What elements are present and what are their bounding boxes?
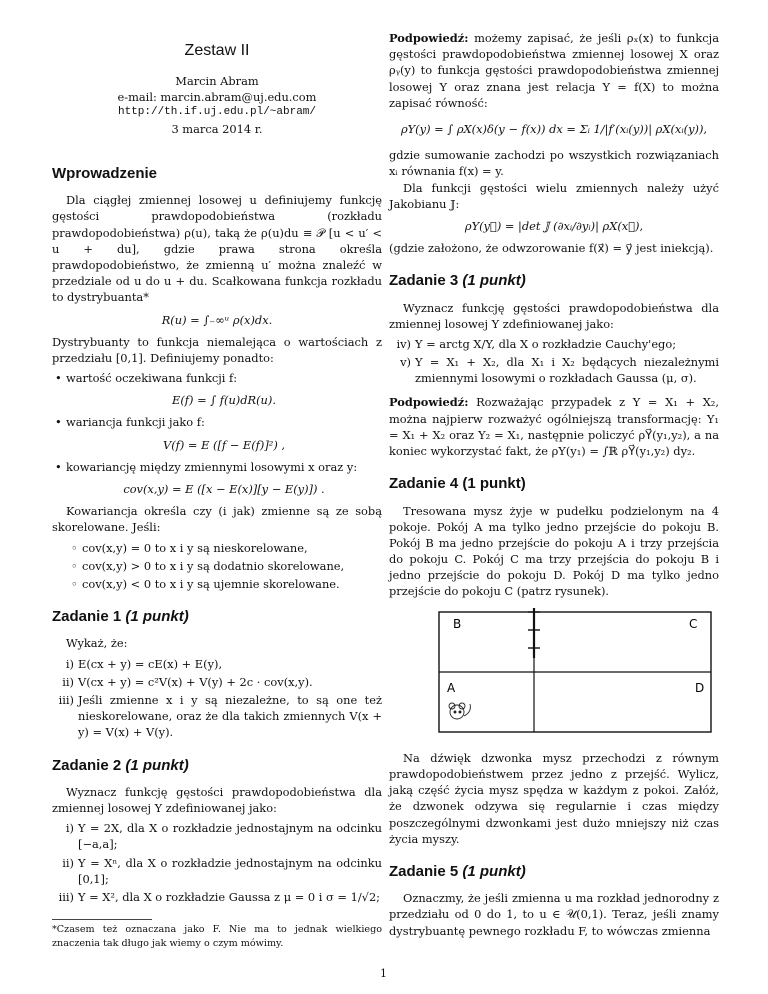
z3-lead: Wyznacz funkcję gęstości prawdopodobieństwa dla zmiennej losowej Y zdefiniowanej jako:: [389, 300, 719, 331]
list-item: • kowariancję między zmiennymi losowymi x oraz y: cov(x,y) = E ([x − E(x)][y − E(y)]) .: [66, 459, 382, 497]
z2-list: [52, 820, 382, 905]
z3-hint: Podpowiedź: Rozważając przypadek z Y = X₁ + X₂, można najpierw rozważyć ogólniejszą transformację: Y₁ = X₁ + X₂ oraz Y₂ = X₁, następnie policzyć ρY⃗(y₁,y₂), a na koniec wykorzystać fakt, że ρY(y₁) = ∫ℝ ρY⃗(y₁,y₂) dy₂.: [389, 395, 719, 459]
doc-date: 3 marca 2014 r.: [171, 121, 263, 136]
correlation-list: [52, 540, 382, 593]
page-number: 1: [380, 967, 387, 980]
z3-list: [389, 336, 719, 387]
z1-list: [52, 656, 382, 741]
section-z5-heading: Zadanie 5 (1 punkt): [389, 862, 526, 880]
list-item: • wartość oczekiwana funkcji f: E(f) = ∫ f(u)dR(u).: [66, 370, 382, 408]
hint1-paragraph-4: (gdzie założono, że odwzorowanie f(x⃗) = y⃗ jest iniekcją).: [389, 241, 714, 256]
hint1-paragraph-1: Podpowiedź: możemy zapisać, że jeśli ρₓ(x) to funkcja gęstości prawdopodobieństwa zmiennej losowej X oraz ρᵧ(y) to funkcja gęstości prawdopodobieństwa zmiennej losowej Y oraz znana jest relacja Y = f(X) to można zapisać równość:: [389, 31, 719, 110]
hint1-paragraph-3: Dla funkcji gęstości wielu zmiennych należy użyć Jakobianu 𝕁:: [389, 180, 719, 211]
list-item: iii) Y = X², dla X o rozkładzie Gaussa z μ = 0 i σ = 1/√2;: [58, 889, 381, 904]
section-z4-heading: Zadanie 4 (1 punkt): [389, 475, 526, 493]
equation-variance: V(f) = E ([f − E(f)]²) ,: [162, 437, 286, 452]
intro-paragraph-1: Dla ciągłej zmiennej losowej u definiujemy funkcję gęstości prawdopodobieństwa (rozkładu prawdopodobieństwa) ρ(u), taką że ρ(u)du ≡ 𝒫 [u < u′ < u + du], gdzie prawa strona określa prawdopodobieństwo, że zmienną u′ można znaleźć w przedziale od u do u + du. Scałkowana funkcja rozkładu to dystrybuanta*: [52, 193, 382, 305]
list-item: ii) V(cx + y) = c²V(x) + V(y) + 2c · cov(x,y).: [62, 674, 313, 689]
list-item: ◦ cov(x,y) > 0 to x i y są dodatnio skorelowane,: [82, 558, 382, 574]
equation-density-transform: ρY(y) = ∫ ρX(x)δ(y − f(x)) dx = Σᵢ 1/|f′(xᵢ(y))| ρX(xᵢ(y)),: [400, 121, 708, 136]
section-z3-heading: Zadanie 3 (1 punkt): [389, 272, 526, 290]
list-item: iv) Y = arctg X/Y, dla X o rozkładzie Cauchy'ego;: [396, 336, 677, 351]
z4-paragraph-2: Na dźwięk dzwonka mysz przechodzi z równym prawdopodobieństwem przez jedno z przejść. Wylicz, jaką część życia mysz spędza w każdym z pokoi. Załóż, że dzwonek odzywa się regularnie i czas między poszczególnymi dzwonkami jest dużo mniejszy niż czas życia myszy.: [389, 750, 719, 846]
section-intro-heading: Wprowadzenie: [52, 164, 158, 182]
room-label-b: B: [453, 616, 462, 631]
list-item: i) E(cx + y) = cE(x) + E(y),: [65, 656, 223, 671]
equation-cdf: R(u) = ∫₋∞ᵘ ρ(x)dx.: [161, 312, 273, 327]
section-z1-heading: Zadanie 1 (1 punkt): [52, 608, 189, 626]
room-label-c: C: [689, 616, 698, 631]
z1-lead: Wykaż, że:: [66, 636, 128, 651]
list-item: ◦ cov(x,y) < 0 to x i y są ujemnie skorelowane.: [82, 576, 382, 592]
list-item: i) Y = 2X, dla X o rozkładzie jednostajnym na odcinku [−a,a];: [65, 821, 382, 852]
z2-lead: Wyznacz funkcję gęstości prawdopodobieństwa dla zmiennej losowej Y zdefiniowanej jako:: [52, 784, 382, 816]
equation-expectation: E(f) = ∫ f(u)dR(u).: [172, 393, 276, 408]
list-item: iii) Jeśli zmienne x i y są niezależne, to są one też nieskorelowane, oraz że dla takich zmiennych V(x + y) = V(x) + V(y).: [58, 692, 382, 740]
author-url[interactable]: http://th.if.uj.edu.pl/~abram/: [117, 106, 317, 119]
list-item: ii) Y = Xⁿ, dla X o rozkładzie jednostajnym na odcinku [0,1];: [62, 855, 382, 886]
mouse-rooms-figure: [389, 608, 719, 742]
left-column: [52, 30, 382, 950]
list-item: • wariancja funkcji jako f: V(f) = E ([f − E(f)]²) ,: [66, 414, 382, 452]
equation-jacobian: ρY(y⃗) = |det 𝕁 (∂xᵢ/∂yᵢ)| ρX(x⃗),: [464, 218, 644, 233]
author-email: e-mail: marcin.abram@uj.edu.com: [117, 89, 317, 104]
doc-title: Zestaw II: [184, 42, 250, 59]
equation-covariance: cov(x,y) = E ([x − E(x)][y − E(y)]) .: [123, 482, 325, 496]
intro-paragraph-3: Kowariancja określa czy (i jak) zmienne są ze sobą skorelowane. Jeśli:: [52, 504, 382, 535]
z4-paragraph-1: Tresowana mysz żyje w pudełku podzielonym na 4 pokoje. Pokój A ma tylko jedno przejście do pokoju B. Pokój B ma jedno przejście do pokoju A i trzy przejścia do pokoju C. Pokój C ma trzy przejścia do pokoju B i jedno przejście do pokoju D. Pokój D ma tylko jedno przejście do pokoju C (patrz rysunek).: [389, 503, 719, 599]
footnote: *Czasem też oznaczana jako F. Nie ma to jednak wielkiego znaczenia tak długo jak wiemy o czym mówimy.: [52, 924, 382, 949]
mouse-icon: [449, 703, 470, 719]
room-label-d: D: [695, 680, 705, 695]
room-label-a: A: [447, 680, 456, 695]
intro-paragraph-2: Dystrybuanty to funkcja niemalejąca o wartościach z przedziału [0,1]. Definiujemy ponadto:: [52, 334, 382, 365]
list-item: v) Y = X₁ + X₂, dla X₁ i X₂ będących niezależnymi zmiennymi losowymi o rozkładach Gaussa (μ, σ).: [400, 355, 719, 386]
author: Marcin Abram: [175, 73, 259, 88]
list-item: ◦ cov(x,y) = 0 to x i y są nieskorelowane,: [82, 540, 382, 556]
right-column: [389, 30, 719, 939]
rooms-diagram: [389, 608, 719, 738]
z5-paragraph-1: Oznaczmy, że jeśli zmienna u ma rozkład jednorodny z przedziału od 0 do 1, to u ∈ 𝒰(0,1). Teraz, jeśli znamy dystrybuantę pewnego rozkładu F, to wówczas zmienna: [389, 891, 719, 938]
definition-list: [52, 370, 382, 497]
section-z2-heading: Zadanie 2 (1 punkt): [52, 756, 189, 774]
hint1-paragraph-2: gdzie sumowanie zachodzi po wszystkich rozwiązaniach xᵢ równania f(x) = y.: [389, 148, 719, 179]
